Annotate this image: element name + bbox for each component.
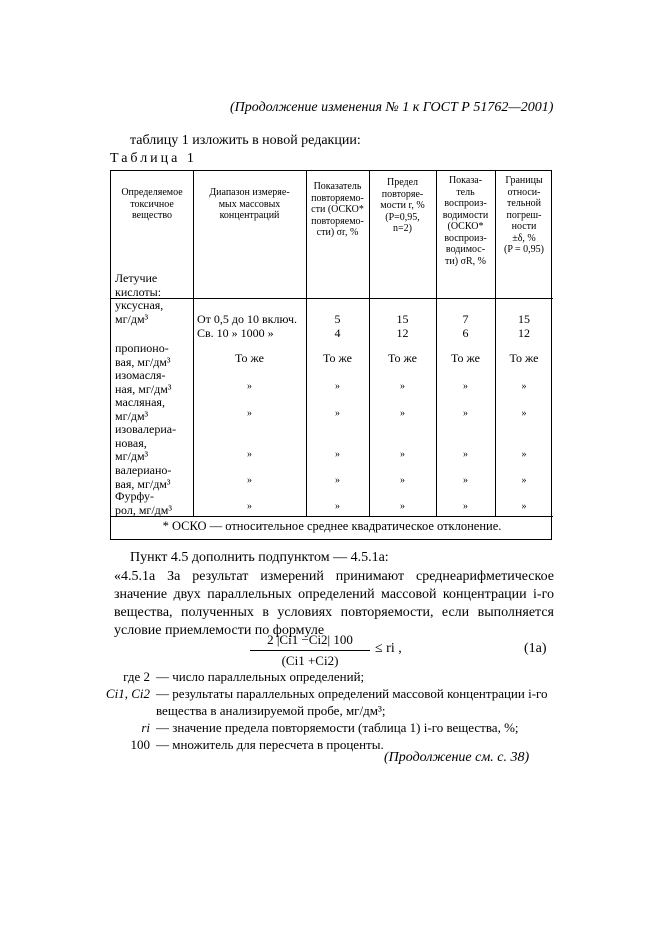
header-reproducibility: Показа- тель воспроиз- водимости (ОСКО* воспроиз- водимос- ти) σR, % bbox=[442, 175, 489, 267]
page-header: (Продолжение изменения № 1 к ГОСТ Р 51762—2001) bbox=[230, 100, 554, 115]
where-text: — результаты параллельных определений массовой концентрации i-го вещества в анализируемой пробе, мг/дм³; bbox=[156, 686, 548, 718]
where-symbol: где 2 bbox=[123, 669, 150, 684]
page-footer: (Продолжение см. с. 38) bbox=[384, 750, 530, 765]
ditto-mark: » bbox=[463, 475, 468, 486]
ditto-mark: » bbox=[335, 501, 340, 512]
table-footnote: * ОСКО — относительное среднее квадратическое отклонение. bbox=[162, 519, 502, 533]
paragraph-intro: Пункт 4.5 дополнить подпунктом — 4.5.1а: bbox=[130, 550, 389, 565]
where-symbol: ri bbox=[141, 720, 150, 735]
footnote-divider bbox=[111, 516, 553, 517]
substance-butyric: масляная, мг/дм³ bbox=[115, 395, 165, 423]
ditto-mark: » bbox=[463, 501, 468, 512]
ditto-mark: » bbox=[400, 408, 405, 419]
ditto-mark: » bbox=[335, 449, 340, 460]
propionic-delta: То же bbox=[509, 351, 539, 365]
header-repeatability-index: Показатель повторяемо- сти (ОСКО* повторяемо- сти) σr, % bbox=[311, 181, 364, 238]
ditto-mark: » bbox=[463, 381, 468, 392]
propionic-r: То же bbox=[388, 351, 417, 365]
header-repeatability-limit: Предел повторяе- мости r, % (P=0,95, n=2) bbox=[380, 177, 425, 234]
ditto-mark: » bbox=[521, 449, 527, 460]
ditto-mark: » bbox=[247, 501, 252, 512]
table-title: Таблица 1 bbox=[110, 151, 197, 166]
where-text: — множитель для пересчета в проценты. bbox=[156, 737, 384, 752]
ditto-mark: » bbox=[400, 449, 405, 460]
ditto-mark: » bbox=[247, 381, 252, 392]
paragraph-body: «4.5.1а За результат измерений принимают среднеарифметическое значение двух параллельных определений массовой концентрации i-го вещества, полученных в условиях повторяемости, если выполняется условие приемлемости по формуле bbox=[114, 569, 554, 638]
propionic-sr: То же bbox=[323, 351, 352, 365]
ditto-mark: » bbox=[521, 408, 527, 419]
acetic-delta: 15 12 bbox=[518, 312, 530, 340]
ditto-mark: » bbox=[247, 408, 252, 419]
ditto-mark: » bbox=[463, 449, 468, 460]
ditto-mark: » bbox=[521, 501, 527, 512]
ditto-mark: » bbox=[521, 475, 527, 486]
where-text: — значение предела повторяемости (таблица 1) i-го вещества, %; bbox=[156, 720, 519, 735]
ditto-mark: » bbox=[400, 501, 405, 512]
ditto-mark: » bbox=[247, 475, 252, 486]
header-range: Диапазон измеряе- мых массовых концентраций bbox=[209, 187, 290, 221]
acetic-r: 15 12 bbox=[396, 312, 409, 340]
ditto-mark: » bbox=[335, 408, 340, 419]
substance-isovaleric: изовалериа- новая, мг/дм³ bbox=[115, 422, 177, 463]
propionic-sR: То же bbox=[451, 351, 480, 365]
formula bbox=[250, 632, 370, 669]
formula-rhs: ≤ ri , bbox=[375, 641, 402, 656]
ditto-mark: » bbox=[400, 475, 405, 486]
formula-denominator: (Ci1 +Ci2) bbox=[281, 653, 339, 668]
substance-furfural: Фурфу- рол, мг/дм³ bbox=[115, 489, 172, 517]
header-error-bounds: Границы относи- тельной погреш- ности ±δ, % (P = 0,95) bbox=[504, 175, 544, 255]
intro-text: таблицу 1 изложить в новой редакции: bbox=[130, 133, 361, 148]
equation-number: (1а) bbox=[524, 641, 547, 656]
data-table bbox=[110, 170, 552, 540]
header-divider bbox=[111, 298, 553, 299]
col-divider bbox=[193, 171, 194, 516]
ditto-mark: » bbox=[521, 381, 527, 392]
ditto-mark: » bbox=[335, 475, 340, 486]
ditto-mark: » bbox=[463, 408, 468, 419]
where-symbol: 100 bbox=[130, 737, 150, 752]
acetic-sr: 5 4 bbox=[334, 312, 341, 340]
propionic-range: То же bbox=[235, 351, 264, 365]
substance-propionic: пропионо- вая, мг/дм³ bbox=[115, 341, 171, 369]
ditto-mark: » bbox=[335, 381, 340, 392]
ditto-mark: » bbox=[247, 449, 252, 460]
ditto-mark: » bbox=[400, 381, 405, 392]
substance-valeric: валериано- вая, мг/дм³ bbox=[115, 463, 172, 491]
substance-isobutyric: изомасля- ная, мг/дм³ bbox=[115, 368, 172, 396]
where-text: — число параллельных определений; bbox=[156, 669, 365, 684]
where-symbol: Ci1, Ci2 bbox=[105, 686, 150, 701]
acetic-sR: 7 6 bbox=[462, 312, 469, 340]
substance-acetic: Летучие кислоты: уксусная, мг/дм³ bbox=[115, 271, 164, 326]
header-substance: Определяемое токсичное вещество bbox=[121, 187, 183, 221]
formula-numerator: 2 |Ci1 −Ci2| 100 bbox=[250, 632, 370, 651]
acetic-ranges: От 0,5 до 10 включ. Св. 10 » 1000 » bbox=[197, 312, 298, 340]
